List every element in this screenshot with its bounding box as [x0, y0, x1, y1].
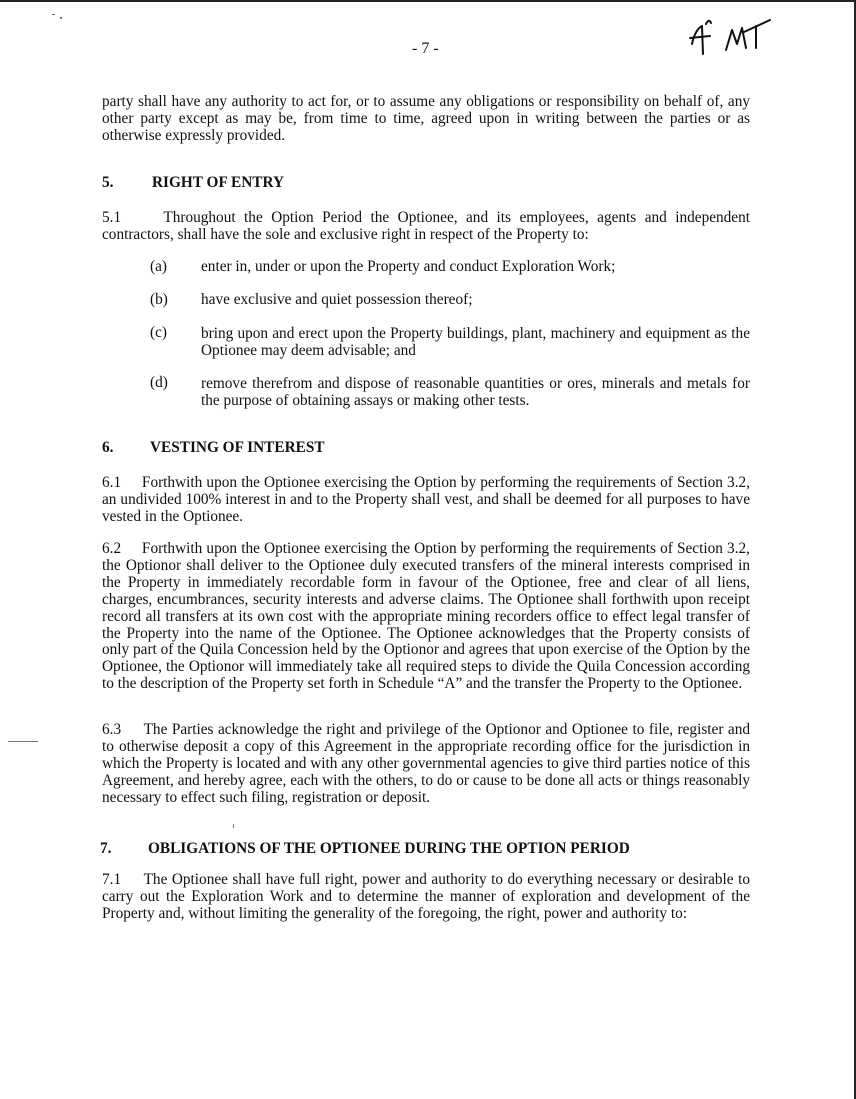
section-number: 6. [102, 439, 114, 456]
item-text-d: remove therefrom and dispose of reasonable quantities or ores, minerals and metals for the purpose of obtaining assays or making other tests. [201, 375, 750, 409]
item-label-a: (a) [150, 258, 167, 275]
paragraph-6-2: 6.2 Forthwith upon the Optionee exercising the Option by performing the requirements of Section 3.2, the Optionor shall deliver to the Optionee duly executed transfers of the mineral interests comprised in the Property in immediately recordable form in favour of the Optionee, free and clear of all liens, charges, encumbrances, security interests and adverse claims. The Optionee shall forthwith upon receipt record all transfers at its own cost with the appropriate mining recorders office to effect legal transfer of the Property into the name of the Optionee. The Optionee acknowledges that the Property consists of only part of the Quila Concession held by the Optionor and agrees that upon exercise of the Option by the Optionee, the Optionor will immediately take all required steps to divide the Quila Concession according to the description of the Property set forth in Schedule “A” and the transfer the Property to the Optionee. [102, 540, 750, 693]
section-title: RIGHT OF ENTRY [152, 174, 285, 191]
section-number: 7. [100, 840, 112, 857]
item-label-d: (d) [150, 374, 168, 391]
section-title: VESTING OF INTEREST [150, 439, 325, 456]
item-text-c: bring upon and erect upon the Property buildings, plant, machinery and equipment as the Optionee may deem advisable; and [201, 325, 750, 359]
scan-speck [60, 17, 62, 19]
paragraph-5-1: 5.1 Throughout the Option Period the Optionee, and its employees, agents and independent contractors, shall have the sole and exclusive right in respect of the Property to: [102, 209, 750, 243]
paragraph-6-3: 6.3 The Parties acknowledge the right and privilege of the Optionor and Optionee to file, register and to otherwise deposit a copy of this Agreement in the appropriate recording office for the jurisdiction in which the Property is located and with any other governmental agencies to give third parties notice of this Agreement, and hereby agree, each with the others, to do or cause to be done all acts or things reasonably necessary to effect such filing, registration or deposit. [102, 721, 750, 806]
page-number: - 7 - [412, 40, 439, 57]
item-text-b: have exclusive and quiet possession thereof; [201, 291, 473, 308]
section-number: 5. [102, 174, 114, 191]
section-title: OBLIGATIONS OF THE OPTIONEE DURING THE OPTION PERIOD [148, 840, 630, 857]
scan-speck [52, 14, 55, 15]
scan-speck [233, 824, 234, 828]
scan-mark [8, 741, 38, 742]
handwritten-initials [686, 14, 778, 60]
paragraph-6-1: 6.1 Forthwith upon the Optionee exercising the Option by performing the requirements of Section 3.2, an undivided 100% interest in and to the Property shall vest, and shall be deemed for all purposes to have vested in the Optionee. [102, 474, 750, 525]
scan-top-edge [0, 0, 856, 2]
item-text-a: enter in, under or upon the Property and conduct Exploration Work; [201, 258, 616, 275]
paragraph-7-1: 7.1 The Optionee shall have full right, power and authority to do everything necessary or desirable to carry out the Exploration Work and to determine the manner of exploration and development of the Property and, without limiting the generality of the foregoing, the right, power and authority to: [102, 871, 750, 922]
item-label-c: (c) [150, 324, 167, 341]
item-label-b: (b) [150, 291, 168, 308]
intro-paragraph: party shall have any authority to act for, or to assume any obligations or responsibility on behalf of, any other party except as may be, from time to time, agreed upon in writing between the parties or as otherwise expressly provided. [102, 93, 750, 144]
